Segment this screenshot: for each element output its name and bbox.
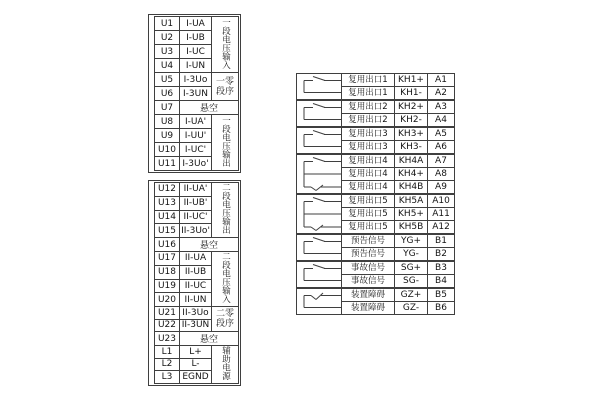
output-name: 复用出口2 [348,115,388,125]
output-name: 复用出口1 [348,88,388,98]
signal-label: I-3Uo [180,73,212,87]
group-label-aux-power [212,346,239,384]
terminal-number: A11 [427,208,454,220]
terminal-id: U8 [155,115,180,129]
signal-label: I-UC [180,45,212,59]
signal-label: II-UA [180,252,212,266]
no-contact-icon [297,235,342,260]
output-terminal-table [296,73,455,315]
table-row [155,332,239,346]
terminal-id: U7 [155,101,180,115]
signal-label: I-UA [180,17,212,31]
terminal-id: U11 [155,157,180,171]
changeover-contact-icon [297,195,342,233]
signal-label: II-UC [180,279,212,293]
no-contact-icon [297,128,342,153]
terminal-id: U18 [155,265,180,279]
table-row [342,235,454,247]
terminal-id: U17 [155,252,180,266]
terminal-number: A7 [427,155,454,167]
group-label-text: 一段电压输入 [220,17,231,69]
signal-name: 装置障碍 [350,290,385,300]
table-row [342,262,454,274]
signal-label: I-UU' [180,129,212,143]
table-row [342,74,454,86]
terminal-code: GZ+ [394,289,427,301]
terminal-code: SG- [394,275,427,287]
terminal-id: U14 [155,210,180,224]
output-name: 复用出口5 [348,209,388,219]
group-label-text: 二零 [215,309,234,319]
terminal-number: A9 [427,181,454,193]
floating-label: 悬空 [180,101,239,115]
terminal-code: KH4B [394,181,427,193]
terminal-id: U21 [155,307,180,320]
terminal-code: KH2+ [394,101,427,113]
signal-label: II-UN [180,293,212,307]
terminal-table-voltage-2 [148,180,241,386]
terminal-number: B6 [427,302,454,314]
signal-group [296,288,455,315]
output-name: 复用出口2 [348,102,388,112]
terminal-code: SG+ [394,262,427,274]
terminal-id: U12 [155,183,180,197]
signal-group [296,261,455,288]
output-group [296,73,455,100]
signal-name: 装置障碍 [350,303,385,313]
table-row [155,183,239,197]
terminal-number: A12 [427,221,454,233]
output-name: 复用出口4 [348,156,388,166]
terminal-number: A6 [427,141,454,153]
terminal-number: A3 [427,101,454,113]
table-row [155,346,239,359]
table-row [342,247,454,260]
terminal-id: U1 [155,17,180,31]
table-row [342,274,454,287]
terminal-code: YG- [394,248,427,260]
terminal-number: B3 [427,262,454,274]
table-row [155,101,239,115]
terminal-table-voltage-1 [148,14,241,173]
table-row [342,128,454,140]
terminal-code: GZ- [394,302,427,314]
table-row [155,252,239,266]
terminal-number: A5 [427,128,454,140]
table-row [342,220,454,233]
output-name: 复用出口3 [348,129,388,139]
output-group [296,100,455,127]
table-row [155,73,239,87]
group-label-voltage-output-1 [212,115,239,171]
terminal-id: U23 [155,332,180,346]
group-label-text: 段序 [215,86,234,97]
output-name: 复用出口3 [348,142,388,152]
signal-label: I-3Uo' [180,157,212,171]
terminal-code: KH4A [394,155,427,167]
table-row [342,301,454,314]
signal-name: 事故信号 [350,263,385,273]
signal-label: I-UB [180,31,212,45]
terminal-id: L1 [155,346,180,359]
nc-contact-icon [297,289,342,314]
group-label-zero-seq-2 [212,307,239,332]
signal-label: I-UN [180,59,212,73]
table-row [155,17,239,31]
group-label-text: 一零 [215,76,234,87]
terminal-number: A1 [427,74,454,86]
terminal-id: L3 [155,371,180,384]
terminal-code: KH5B [394,221,427,233]
no-contact-icon [297,262,342,287]
output-name: 复用出口4 [348,182,388,192]
changeover-contact-icon [297,155,342,193]
table-row [342,289,454,301]
table-row [342,207,454,220]
terminal-id: U16 [155,238,180,252]
no-contact-icon [297,101,342,126]
signal-label: II-UB [180,265,212,279]
terminal-code: KH5A [394,195,427,207]
signal-label: EGND [180,371,212,384]
group-label-text: 二段电压输入 [220,252,231,303]
signal-label: II-UA' [180,183,212,197]
floating-label: 悬空 [180,238,239,252]
signal-label: II-3Uo' [181,225,210,236]
terminal-number: A2 [427,87,454,99]
output-group [296,154,455,194]
table-row [342,195,454,207]
terminal-id: U13 [155,196,180,210]
terminal-code: KH1- [394,87,427,99]
group-label-text: 段序 [215,319,234,329]
signal-group [296,234,455,261]
terminal-id: L2 [155,358,180,371]
floating-label: 悬空 [180,332,239,346]
output-group [296,127,455,154]
terminal-id: U9 [155,129,180,143]
terminal-code: KH2- [394,114,427,126]
table-row [342,180,454,193]
table-row [342,155,454,167]
table-row [342,86,454,99]
terminal-id: U5 [155,73,180,87]
signal-label: II-UC' [180,210,212,224]
output-group [296,194,455,234]
table-row [342,113,454,126]
signal-name: 预告信号 [350,236,385,246]
terminal-number: B1 [427,235,454,247]
table-row [155,115,239,129]
terminal-code: KH4+ [394,168,427,180]
terminal-id: U15 [155,224,180,238]
terminal-number: B4 [427,275,454,287]
table-row [342,140,454,153]
signal-label: L- [180,358,212,371]
table-row [155,238,239,252]
output-name: 复用出口1 [348,75,388,85]
terminal-number: A4 [427,114,454,126]
output-name: 复用出口4 [348,169,388,179]
no-contact-icon [297,74,342,99]
terminal-code: KH5+ [394,208,427,220]
table-row [155,307,239,320]
signal-name: 预告信号 [350,249,385,259]
group-label-text: 辅助电源 [220,346,231,380]
signal-label: L+ [180,346,212,359]
terminal-id: U20 [155,293,180,307]
terminal-code: KH3- [394,141,427,153]
terminal-number: A8 [427,168,454,180]
signal-name: 事故信号 [350,276,385,286]
terminal-code: YG+ [394,235,427,247]
group-label-zero-seq-1 [212,73,239,101]
terminal-code: KH3+ [394,128,427,140]
group-label-voltage-output-2 [212,183,239,238]
group-label-voltage-input-1 [212,17,239,73]
terminal-number: A10 [427,195,454,207]
signal-label: I-3UN [180,87,212,101]
table-row [342,101,454,113]
terminal-id: U10 [155,143,180,157]
terminal-number: B2 [427,248,454,260]
signal-label: I-UA' [180,115,212,129]
group-label-text: 一段电压输出 [220,115,231,167]
table-row [342,167,454,180]
terminal-id: U6 [155,87,180,101]
signal-label: II-3UN [180,319,212,332]
output-name: 复用出口5 [348,196,388,206]
terminal-id: U22 [155,319,180,332]
terminal-id: U4 [155,59,180,73]
terminal-id: U3 [155,45,180,59]
terminal-id: U19 [155,279,180,293]
output-name: 复用出口5 [348,222,388,232]
signal-label: II-3Uo [180,307,212,320]
group-label-text: 二段电压输出 [220,183,231,234]
signal-label: I-UC' [180,143,212,157]
terminal-number: B5 [427,289,454,301]
signal-label: II-UB' [180,196,212,210]
group-label-voltage-input-2 [212,252,239,307]
terminal-id: U2 [155,31,180,45]
terminal-code: KH1+ [394,74,427,86]
